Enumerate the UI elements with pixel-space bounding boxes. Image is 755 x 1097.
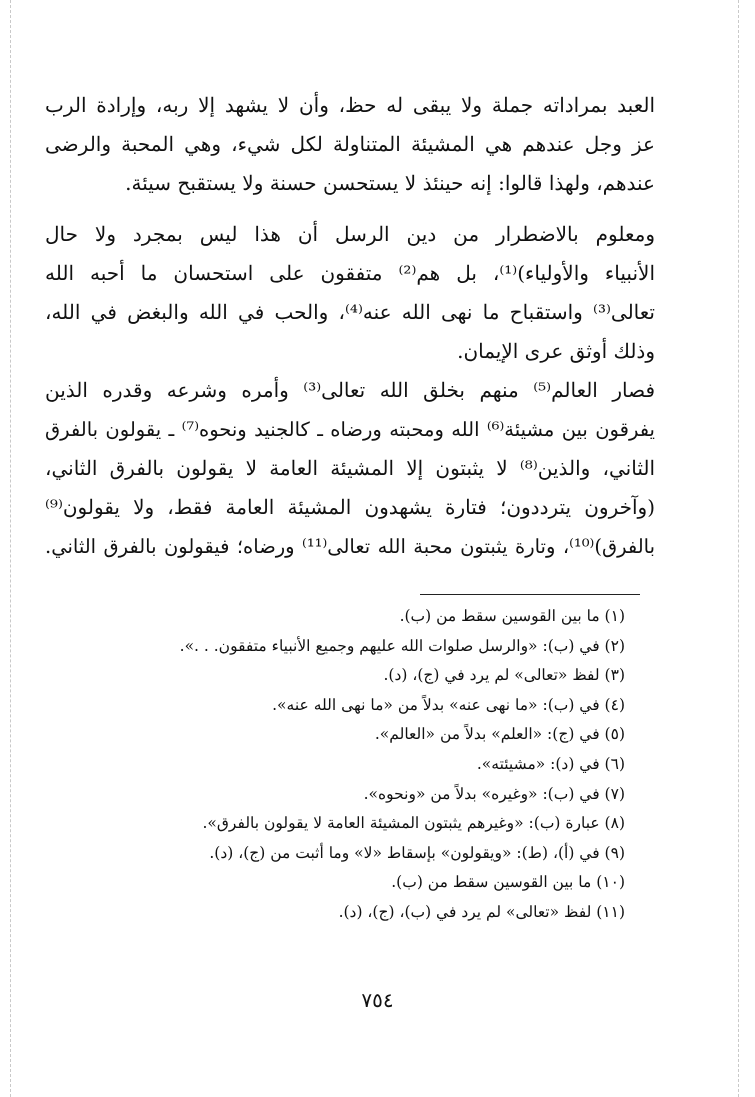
text-line: ومعلوم بالاضطرار من دين الرسل أن هذا ليس بمجرد ولا حال — [45, 222, 655, 246]
page-number: ٧٥٤ — [361, 988, 394, 1012]
footnote: (٥) في (ج): «العلم» بدلاً من «العالم». — [374, 725, 625, 744]
text-line: العبد بمراداته جملة ولا يبقى له حظ، وأن لا يشهد إلا ربه، وإرادة الرب — [45, 93, 655, 117]
text-line: يفرقون بين مشيئة⁽⁶⁾ الله ومحبته ورضاه ـ كالجنيد ونحوه⁽⁷⁾ ـ يقولون بالفرق — [45, 418, 655, 441]
footnote: (٢) في (ب): «والرسل صلوات الله عليهم وجميع الأنبياء متفقون. . .». — [179, 636, 625, 655]
text-line: الأنبياء والأولياء)⁽¹⁾، بل هم⁽²⁾ متفقون على استحسان ما أحبه الله — [45, 261, 655, 285]
text-line: الثاني، والذين⁽⁸⁾ لا يثبتون إلا المشيئة العامة لا يقولون بالفرق الثاني، — [45, 456, 655, 480]
text-line: فصار العالم⁽⁵⁾ منهم بخلق الله تعالى⁽³⁾ وأمره وشرعه وقدره الذين — [45, 378, 656, 402]
footnote: (٦) في (د): «مشيئته». — [476, 754, 625, 773]
footnote-separator — [420, 594, 640, 595]
footnotes — [35, 602, 625, 928]
text-line: عندهم، ولهذا قالوا: إنه حينئذ لا يستحسن حسنة ولا يستقبح سيئة. — [125, 171, 655, 195]
text-line: عز وجل عندهم هي المشيئة المتناولة لكل شيء، وهي المحبة والرضى — [45, 132, 655, 156]
text-line: (وآخرون يترددون؛ فتارة يشهدون المشيئة العامة فقط، ولا يقولون⁽⁹⁾ — [45, 495, 655, 519]
scan-edge-left — [10, 0, 11, 1097]
text-line: تعالى⁽³⁾ واستقباح ما نهى الله عنه⁽⁴⁾، والحب في الله والبغض في الله، — [45, 300, 655, 324]
footnote: (١٠) ما بين القوسين سقط من (ب). — [391, 873, 625, 892]
main-text — [45, 86, 655, 566]
text-line: وذلك أوثق عرى الإيمان. — [457, 339, 655, 363]
scan-edge-right — [738, 0, 739, 1097]
footnote: (٤) في (ب): «ما نهى عنه» بدلاً من «ما نهى الله عنه». — [272, 695, 625, 714]
footnote: (٨) عبارة (ب): «وغيرهم يثبتون المشيئة العامة لا يقولون بالفرق». — [202, 814, 625, 833]
text-line: بالفرق)⁽¹⁰⁾، وتارة يثبتون محبة الله تعالى⁽¹¹⁾ ورضاه؛ فيقولون بالفرق الثاني. — [45, 535, 656, 558]
footnote: (٣) لفظ «تعالى» لم يرد في (ج)، (د). — [383, 666, 625, 685]
footnote: (٩) في (أ)، (ط): «ويقولون» بإسقاط «لا» وما أثبت من (ج)، (د). — [209, 843, 625, 862]
footnote: (١) ما بين القوسين سقط من (ب). — [399, 607, 625, 625]
footnote: (٧) في (ب): «وغيره» بدلاً من «ونحوه». — [363, 784, 625, 803]
footnote: (١١) لفظ «تعالى» لم يرد في (ب)، (ج)، (د). — [338, 902, 625, 921]
